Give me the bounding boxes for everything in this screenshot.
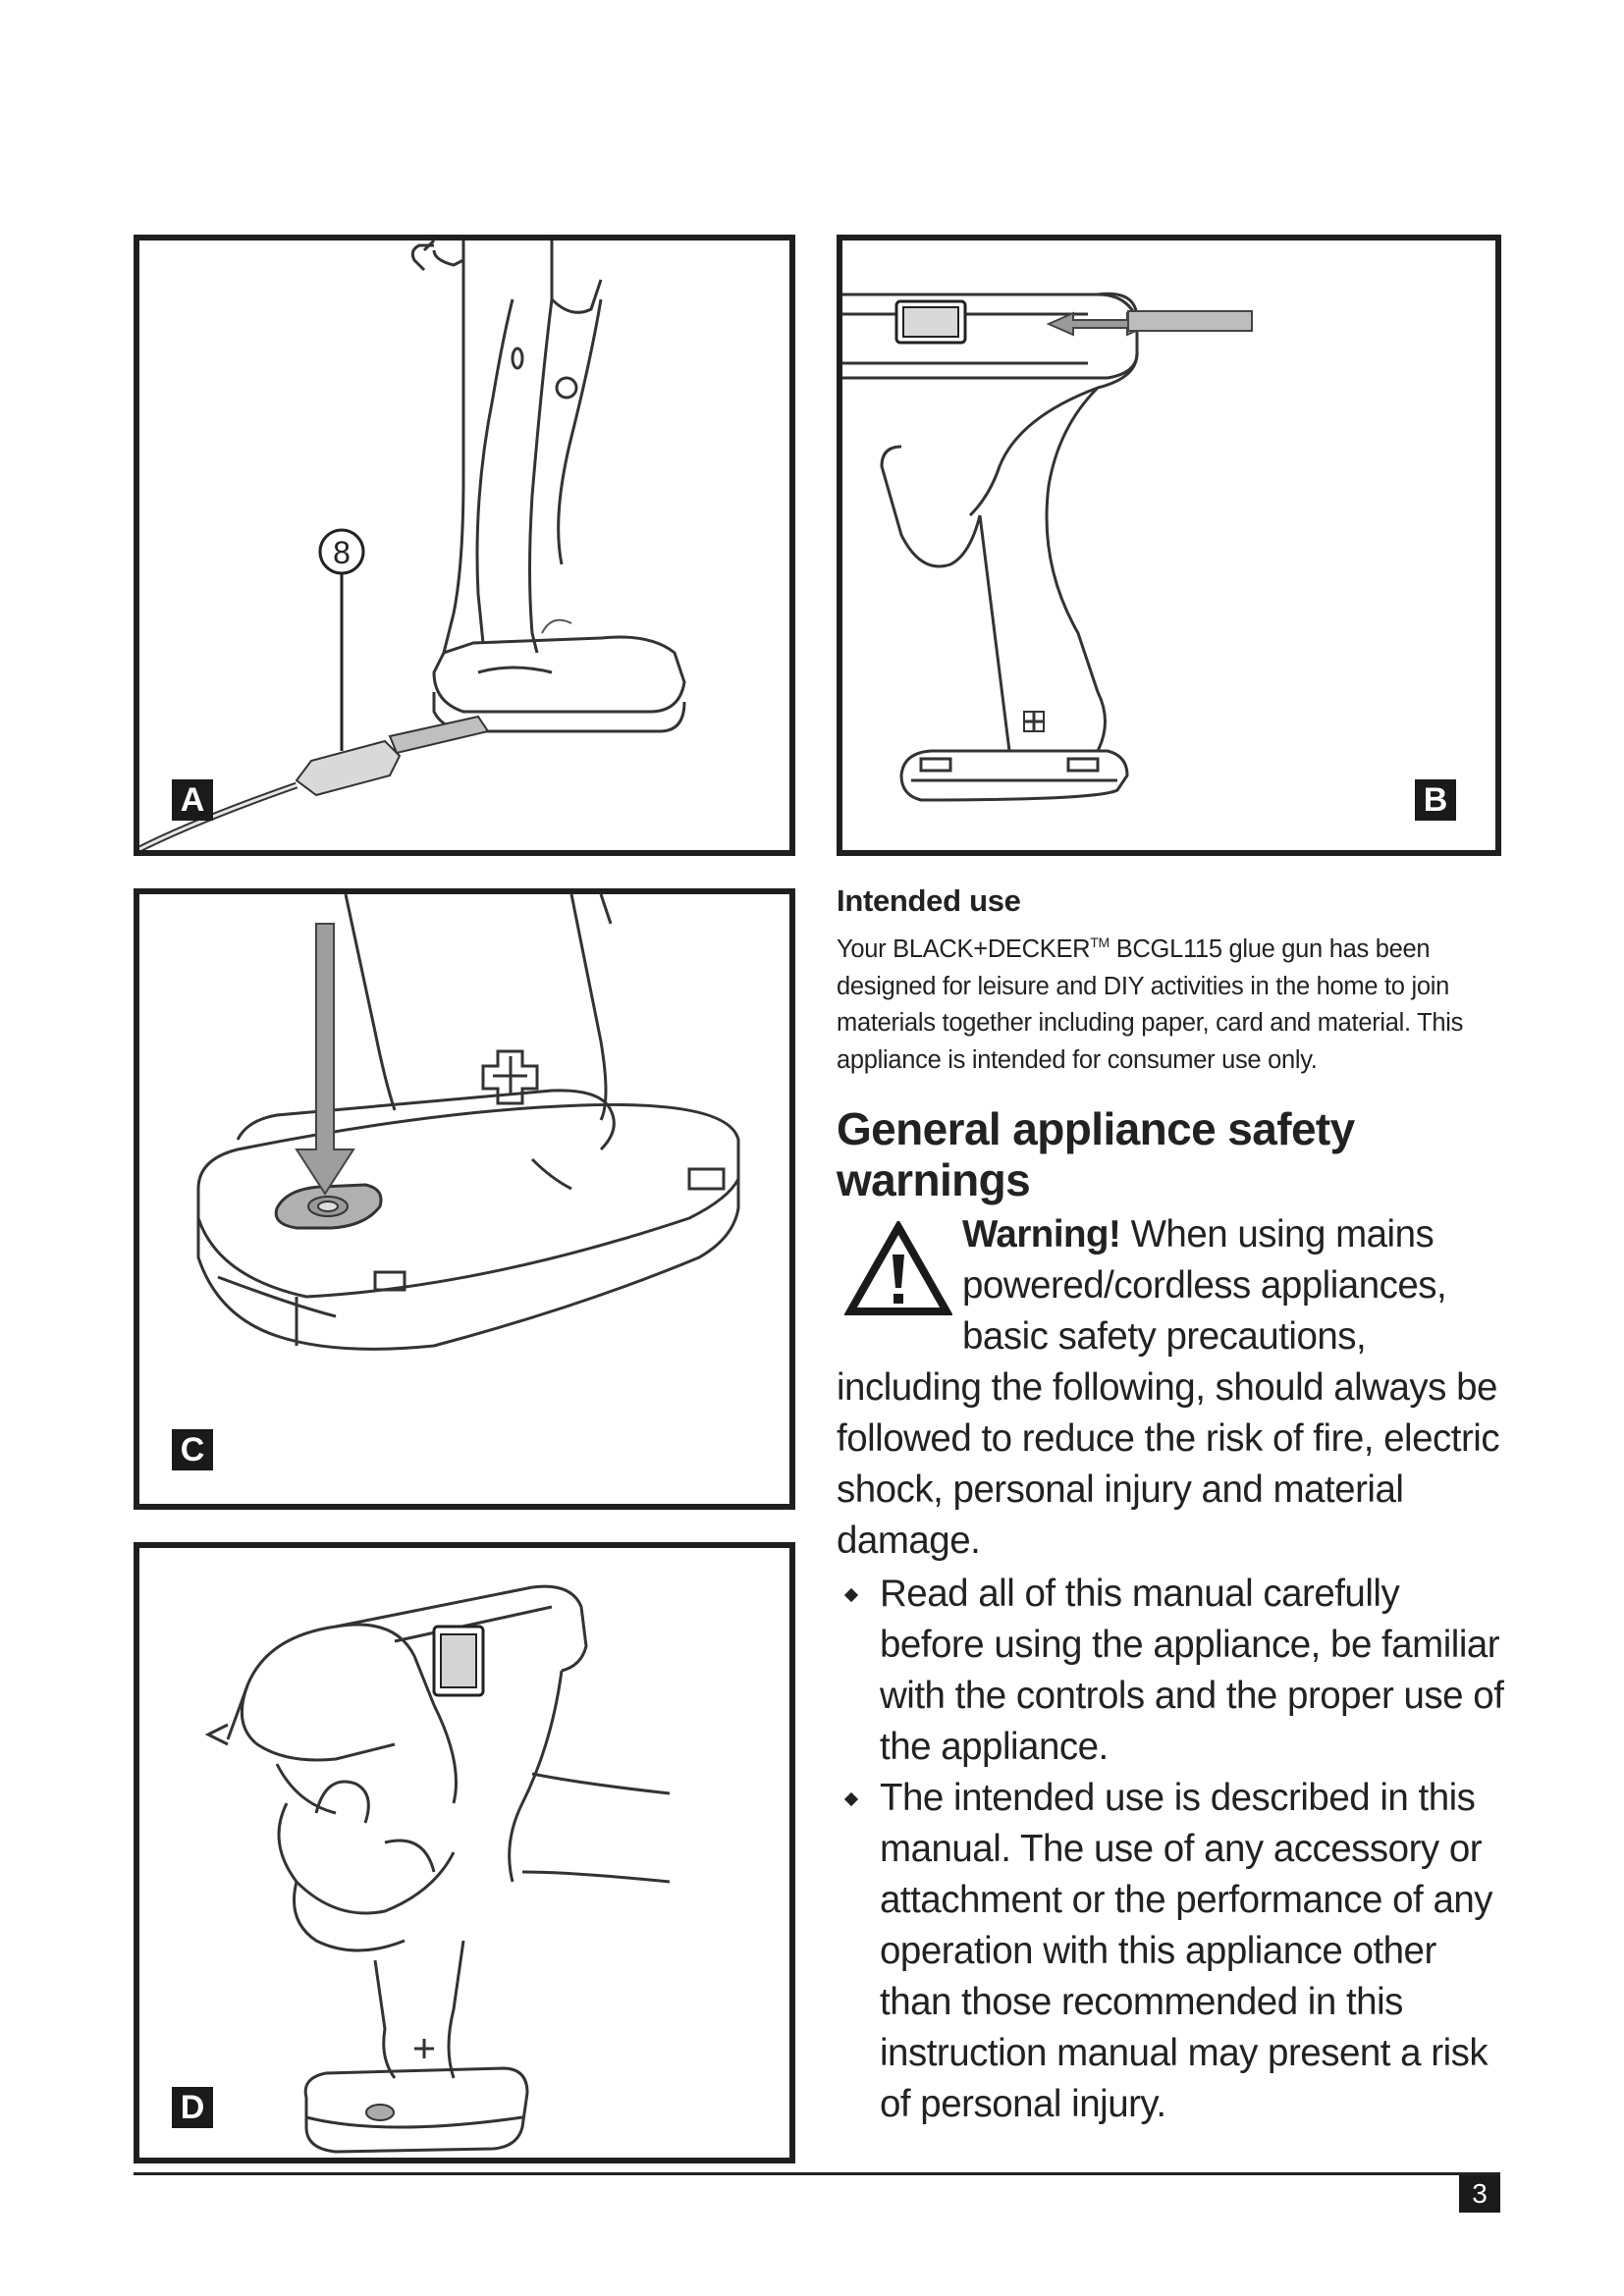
figure-d-illustration	[139, 1548, 789, 2158]
list-item	[837, 1773, 1504, 2130]
callout-number: 8	[333, 535, 351, 570]
figure-b-panel	[837, 235, 1501, 856]
safety-heading: General appliance safety warnings	[837, 1103, 1355, 1205]
intended-use-body-rest: BCGL115 glue gun has been designed for leisure and DIY activities in the home to join materials together including paper, card and material. This appliance is intended for consumer use only.	[837, 935, 1464, 1074]
intended-use-heading: Intended use	[837, 883, 1021, 918]
bullet-text: Read all of this manual carefully before using the appliance, be familiar with the controls and the proper use of the appliance.	[880, 1573, 1504, 1768]
intended-use-body-prefix: Your BLACK+DECKER	[837, 935, 1091, 963]
warning-text-rest: including the following, should always be followed to reduce the risk of fire, electric shock, personal injury and material damage.	[837, 1366, 1500, 1562]
list-item	[837, 1569, 1504, 1773]
figure-c-illustration	[139, 894, 789, 1504]
bullet-diamond-icon	[844, 1588, 858, 1602]
intended-use-body	[837, 925, 1485, 1079]
warning-triangle-icon	[844, 1221, 952, 1317]
figure-d-panel	[134, 1542, 795, 2163]
figure-a-panel	[134, 235, 795, 856]
figure-label-a: A	[172, 779, 213, 821]
safety-bullet-list	[837, 1569, 1504, 2130]
page-number: 3	[1459, 2175, 1500, 2213]
bullet-text: The intended use is described in this manual. The use of any accessory or attachment or the performance of any operation with this appliance other than those recommended in this instruction manual may present a risk of personal injury.	[880, 1777, 1493, 2125]
footer-rule	[134, 2172, 1500, 2175]
figure-label-b: B	[1415, 779, 1456, 821]
trademark-mark: TM	[1090, 934, 1110, 950]
figure-c-panel	[134, 888, 795, 1510]
figure-label-d: D	[172, 2087, 213, 2128]
figure-b-illustration	[842, 240, 1495, 850]
bullet-diamond-icon	[844, 1792, 858, 1806]
warning-text-first: When using mains powered/cordless appliances, basic safety precautions,	[962, 1213, 1447, 1358]
figure-label-c: C	[172, 1429, 213, 1470]
figure-a-illustration	[139, 240, 789, 850]
warning-block	[837, 1209, 1504, 1567]
warning-label: Warning!	[962, 1213, 1121, 1255]
